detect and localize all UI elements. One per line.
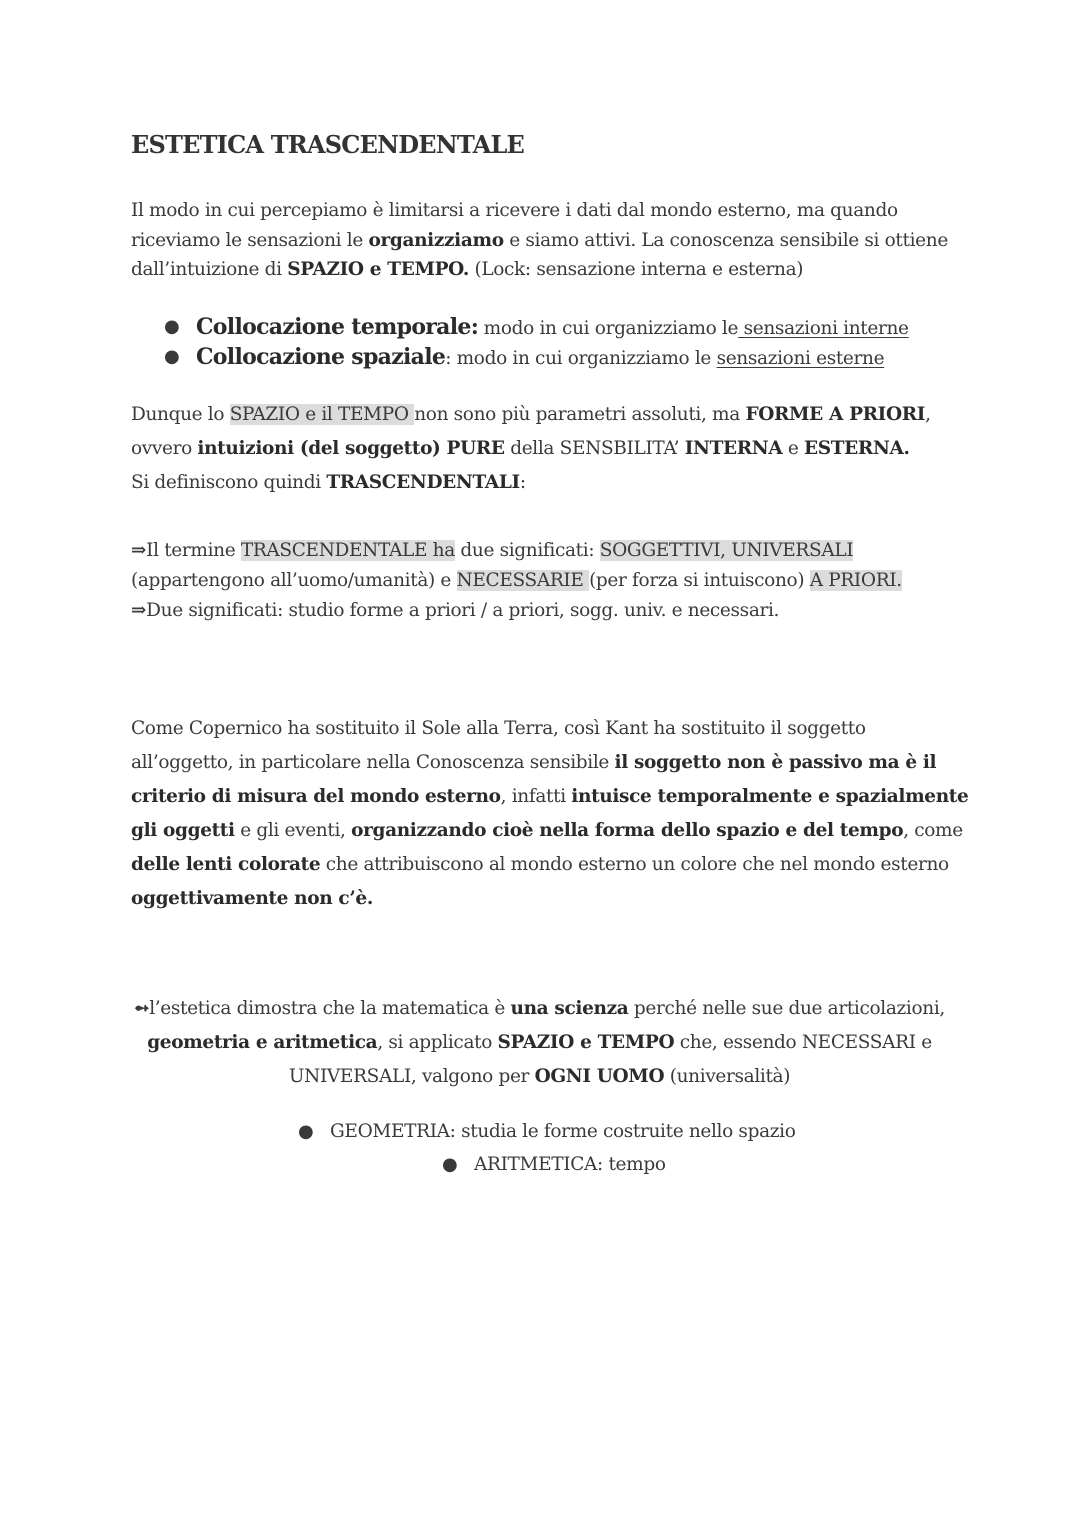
list-item: ● Collocazione temporale: modo in cui organizziamo le sensazioni interne bbox=[164, 314, 909, 340]
implies-arrow-icon: ⇒ bbox=[131, 600, 147, 621]
page-title: ESTETICA TRASCENDENTALE bbox=[131, 130, 525, 159]
meaning-paragraph: ⇒Il termine TRASCENDENTALE ha due significati: SOGGETTIVI, UNIVERSALI (appartengono all’uomo/umanità) e NECESSARIE (per forza si intuiscono) A PRIORI. ⇒Due significati: studio forme a priori / a priori, sogg. univ. e necessari. bbox=[131, 540, 902, 621]
implies-arrow-icon: ⇒ bbox=[131, 540, 147, 561]
list-item: ● ARITMETICA: tempo bbox=[442, 1150, 666, 1180]
highlight: A PRIORI. bbox=[809, 570, 902, 591]
bullet-icon: ● bbox=[442, 1154, 458, 1175]
list-item: ● Collocazione spaziale: modo in cui organizziamo le sensazioni esterne bbox=[164, 344, 885, 370]
bullet-icon: ● bbox=[298, 1121, 314, 1142]
highlight: TRASCENDENTALE ha bbox=[240, 540, 455, 561]
bullet-icon: ● bbox=[164, 316, 180, 337]
forms-paragraph: Dunque lo SPAZIO e il TEMPO non sono più parametri assoluti, ma FORME A PRIORI, ovvero intuizioni (del soggetto) PURE della SENSBILITA’ INTERNA e ESTERNA. Si definiscono quindi TRASCENDENTALI: bbox=[131, 404, 931, 493]
highlight: SOGGETTIVI, UNIVERSALI bbox=[599, 540, 854, 561]
copernicus-paragraph: Come Copernico ha sostituito il Sole alla Terra, così Kant ha sostituito il soggetto all’oggetto, in particolare nella Conoscenza sensibile il soggetto non è passivo ma è il criterio di misura del mondo esterno, infatti intuisce temporalmente e spazialmente gli oggetti e gli eventi, organizzando cioè nella forma dello spazio e del tempo, come delle lenti colorate che attribuiscono al mondo esterno un colore che nel mondo esterno oggettivamente non c’è. bbox=[131, 718, 969, 909]
intro-paragraph: Il modo in cui percepiamo è limitarsi a ricevere i dati dal mondo esterno, ma quando riceviamo le sensazioni le organizziamo e siamo attivi. La conoscenza sensibile si ottiene dall’intuizione di SPAZIO e TEMPO. (Lock: sensazione interna e esterna) bbox=[131, 200, 948, 280]
collocation-list bbox=[164, 312, 909, 372]
mathematics-paragraph: ➻l’estetica dimostra che la matematica è una scienza perché nelle sue due articolazioni, geometria e aritmetica, si applicato SPAZIO e TEMPO che, essendo NECESSARI e UNIVERSALI, valgono per OGNI UOMO (universalità) bbox=[134, 998, 945, 1087]
bullet-icon: ● bbox=[164, 346, 180, 367]
highlight: NECESSARIE bbox=[456, 570, 590, 591]
highlight: SPAZIO e il TEMPO bbox=[229, 404, 415, 425]
list-item: ● GEOMETRIA: studia le forme costruite nello spazio bbox=[298, 1117, 796, 1147]
arrow-icon: ➻ bbox=[134, 998, 150, 1019]
